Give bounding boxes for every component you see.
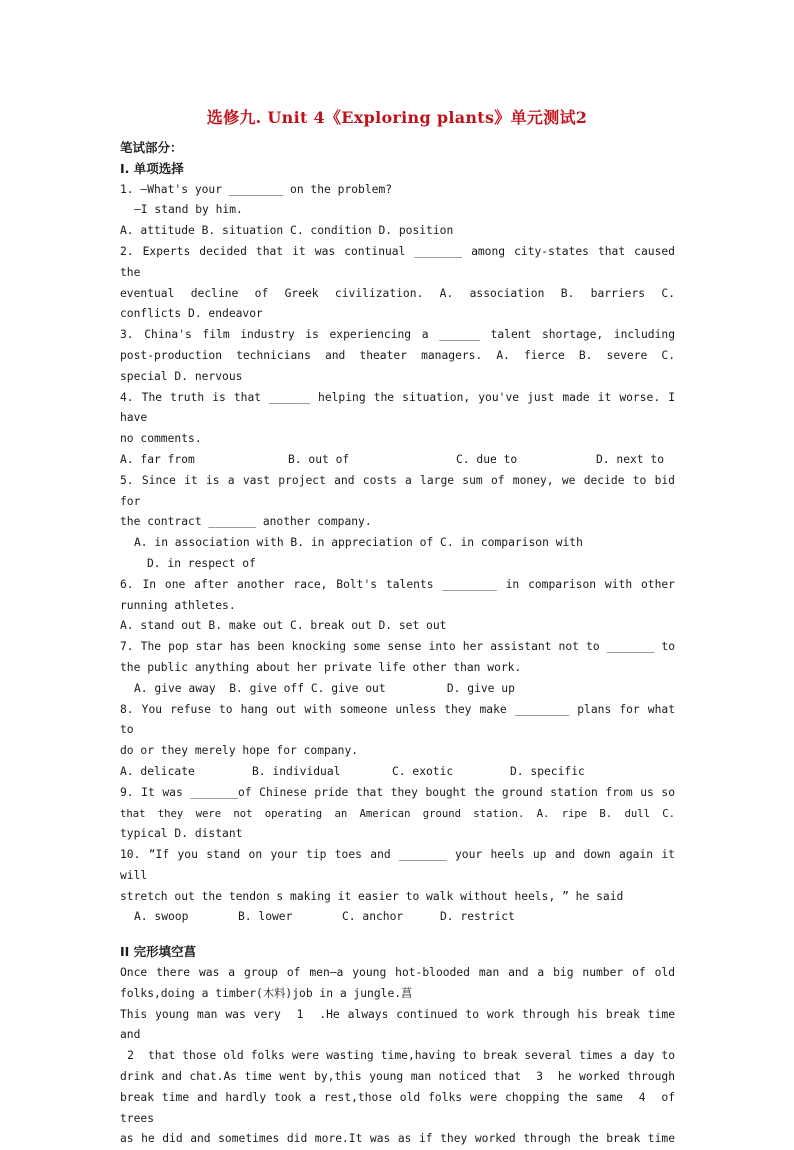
question-8-option-b: B. individual <box>252 764 341 778</box>
question-7-line-1: 7. The pop star has been knocking some sense into her assistant not to _______ to <box>120 640 675 654</box>
question-4-option-d: D. next to <box>596 452 665 466</box>
question-8-line-1: 8. You refuse to hang out with someone unless they make ________ plans for what to <box>120 702 675 737</box>
question-4-option-c: C. due to <box>456 452 518 466</box>
question-4-line-2: no comments. <box>120 432 202 446</box>
question-7-options: A. give away B. give off C. give out D. give up <box>134 681 515 695</box>
page-title: 选修九. Unit 4《Exploring plants》单元测试2 <box>206 108 588 127</box>
section-2-heading: II 完形填空菖 <box>120 944 197 960</box>
question-7-line-2: the public anything about her private life other than work. <box>120 660 522 674</box>
question-4-option-a: A. far from <box>120 452 195 466</box>
question-10-line-1: 10. “If you stand on your tip toes and _______ your heels up and down again it will <box>120 848 675 882</box>
question-8-option-d: D. specific <box>510 764 585 778</box>
cloze-paragraph-2-line-5: as he did and sometimes did more.It was as if they worked through the break time <box>120 1132 675 1146</box>
question-3-line-2: post-production technicians and theater managers. A. fierce B. severe C. <box>120 348 675 362</box>
question-1-stem: 1. —What's your ________ on the problem? <box>120 182 393 196</box>
question-8-options <box>120 762 675 783</box>
document-body <box>120 138 682 1150</box>
question-3-line-3: special D. nervous <box>120 369 243 383</box>
question-8-option-c: C. exotic <box>392 764 454 778</box>
question-10-line-2: stretch out the tendon s making it easier to walk without heels, ” he said <box>120 889 624 903</box>
question-10-option-b: B. lower <box>238 910 293 924</box>
question-5-line-2: the contract _______ another company. <box>120 515 372 529</box>
question-10-option-c: C. anchor <box>342 910 404 924</box>
question-2-line-2: eventual decline of Greek civilization. A. association B. barriers C. <box>120 286 675 300</box>
question-4-line-1: 4. The truth is that ______ helping the situation, you've just made it worse. I have <box>120 390 675 425</box>
cloze-paragraph-2-line-4: break time and hardly took a rest,those old folks were chopping the same 4 of trees <box>120 1090 682 1125</box>
question-9-line-1: 9. It was _______of Chinese pride that they bought the ground station from us so <box>120 785 675 799</box>
question-1-response: —I stand by him. <box>134 203 243 217</box>
cloze-paragraph-1-line-1: Once there was a group of men—a young hot-blooded man and a big number of old <box>120 966 675 980</box>
question-2-line-3: conflicts D. endeavor <box>120 307 263 321</box>
question-10-options <box>120 907 675 928</box>
question-9-line-3: typical D. distant <box>120 827 243 841</box>
written-part-label: 笔试部分： <box>120 140 183 155</box>
question-5-line-3: A. in association with B. in appreciation of C. in comparison with <box>134 536 583 550</box>
question-5-line-4: D. in respect of <box>147 556 256 570</box>
question-8-option-a: A. delicate <box>120 764 195 778</box>
section-1-heading: I. 单项选择 <box>120 160 184 176</box>
question-6-line-1: 6. In one after another race, Bolt's talents ________ in comparison with other <box>120 577 675 591</box>
question-2-line-1: 2. Experts decided that it was continual _______ among city-states that caused the <box>120 244 675 279</box>
question-8-line-2: do or they merely hope for company. <box>120 744 359 758</box>
question-6-line-2: running athletes. <box>120 598 236 612</box>
question-10-option-a: A. swoop <box>134 910 189 924</box>
question-9-line-2: that they were not operating an American ground station. A. ripe B. dull C. <box>120 807 675 820</box>
cloze-paragraph-2-line-1: This young man was very 1 .He always continued to work through his break time and <box>120 1007 682 1042</box>
question-6-options: A. stand out B. make out C. break out D. set out <box>120 619 447 633</box>
question-4-options <box>120 450 675 471</box>
question-1-options: A. attitude B. situation C. condition D. position <box>120 224 454 238</box>
question-4-option-b: B. out of <box>288 452 350 466</box>
question-10-option-d: D. restrict <box>440 910 515 924</box>
question-5-line-1: 5. Since it is a vast project and costs a large sum of money, we decide to bid for <box>120 473 675 508</box>
question-3-line-1: 3. China's film industry is experiencing a ______ talent shortage, including <box>120 328 675 342</box>
cloze-paragraph-2-line-2: 2 that those old folks were wasting time,having to break several times a day to <box>120 1049 675 1063</box>
cloze-paragraph-1-line-2: folks,doing a timber(木料)job in a jungle.菖 <box>120 986 413 1000</box>
cloze-paragraph-2-line-3: drink and chat.As time went by,this young man noticed that 3 he worked through <box>120 1070 675 1084</box>
